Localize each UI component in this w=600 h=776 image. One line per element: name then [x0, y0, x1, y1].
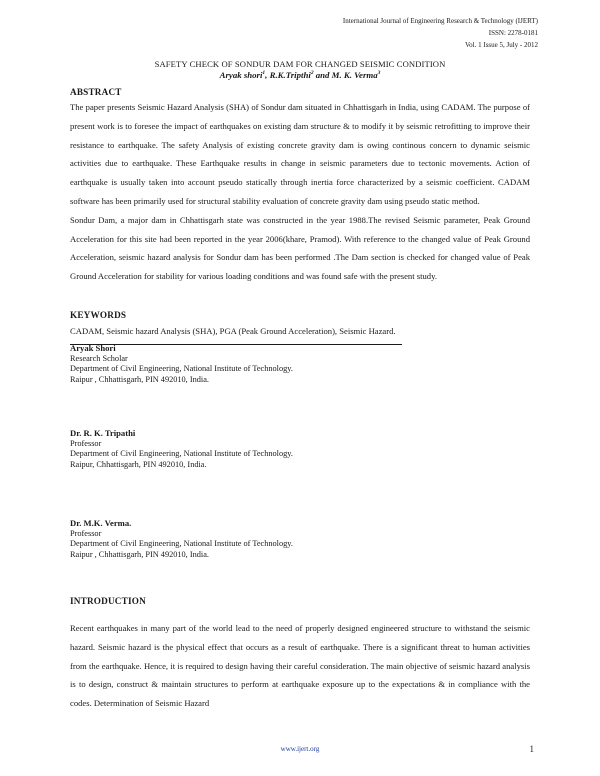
author-affiliation-mark: 2	[310, 70, 314, 77]
affiliation-role: Research Scholar	[70, 353, 128, 363]
journal-name: International Journal of Engineering Research & Technology (IJERT)	[342, 17, 538, 25]
abstract-body	[70, 98, 530, 286]
affiliation-address: Raipur , Chhattisgarh, PIN 492010, India.	[70, 374, 209, 384]
affiliation-name: Aryak Shori	[70, 343, 116, 353]
affiliation-name: Dr. M.K. Verma.	[70, 518, 132, 528]
paper-title: SAFETY CHECK OF SONDUR DAM FOR CHANGED SEISMIC CONDITION	[154, 59, 446, 69]
introduction-paragraph: Recent earthquakes in many part of the world lead to the need of properly designed engineered structure to withstand the seismic hazard. Seismic hazard is the physical effect that occurs as a result of earthquake. There is a significant threat to human activities from the earthquake. Hence, it is required to design having their careful consideration. The main objective of seismic hazard analysis is to design, construct & maintain structures to perform at earthquake exposure up to the expectations & in compliance with the codes. Determination of Seismic Hazard	[70, 623, 530, 709]
affiliation-department: Department of Civil Engineering, National Institute of Technology.	[70, 539, 293, 549]
affiliation-address: Raipur , Chhattisgarh, PIN 492010, India.	[70, 549, 209, 559]
author-affiliation-mark: 1	[262, 70, 266, 77]
affiliation-role: Professor	[70, 528, 102, 538]
introduction-heading: INTRODUCTION	[70, 596, 146, 606]
affiliation-address: Raipur, Chhattisgarh, PIN 492010, India.	[70, 459, 207, 469]
page-number: 1	[529, 744, 534, 754]
issn: ISSN: 2278-0181	[488, 29, 538, 37]
author-separator: and	[313, 70, 332, 80]
affiliation-department: Department of Civil Engineering, National Institute of Technology.	[70, 449, 293, 459]
journal-url[interactable]: www.ijert.org	[280, 745, 320, 753]
volume-issue: Vol. 1 Issue 5, July - 2012	[465, 41, 538, 49]
affiliation-role: Professor	[70, 438, 102, 448]
abstract-heading: ABSTRACT	[70, 87, 122, 97]
affiliation-block	[70, 343, 293, 385]
abstract-paragraph: Sondur Dam, a major dam in Chhattisgarh state was constructed in the year 1988.The revised Seismic parameter, Peak Ground Acceleration for this site had been reported in the year 2006(khare, Pramod). With reference to the changed value of Peak Ground Acceleration, seismic hazard analysis for Sondur dam has been performed .The Dam section is checked for changed value of Peak Ground Acceleration for stability for various loading conditions and was found safe with the present study.	[70, 214, 530, 282]
author-separator: ,	[265, 70, 270, 80]
abstract-paragraph: The paper presents Seismic Hazard Analysis (SHA) of Sondur dam situated in Chhattisgarh in India, using CADAM. The purpose of present work is to foresee the impact of earthquakes on existing dam structure & to modify it by seismic retrofitting to improve their resistance to earthquake. The safety Analysis of existing concrete gravity dam is owing continous concern to dynamic seismic activities due to earthquake. These Earthquake results in change in seismic parameters due to tectonic movements. Action of earthquake is usually taken into account pseudo statically through inertia force characterized by a seismic coefficient. CADAM software has been primarily used for structural stability evaluation of concrete gravity dam using pseudo static method.	[70, 102, 530, 206]
affiliation-name: Dr. R. K. Tripathi	[70, 428, 136, 438]
author-name: M. K. Verma	[331, 70, 378, 80]
affiliation-block	[70, 428, 293, 470]
author-affiliation-mark: 3	[377, 70, 381, 77]
author-line	[0, 70, 600, 80]
affiliation-block	[70, 518, 293, 560]
keywords-text: CADAM, Seismic hazard Analysis (SHA), PGA (Peak Ground Acceleration), Seismic Hazard.	[70, 326, 396, 336]
keywords-heading: KEYWORDS	[70, 310, 127, 320]
introduction-body	[70, 619, 530, 713]
author-name: Aryak shori	[219, 70, 263, 80]
affiliation-department: Department of Civil Engineering, National Institute of Technology.	[70, 364, 293, 374]
author-name: R.K.Tripthi	[269, 70, 311, 80]
